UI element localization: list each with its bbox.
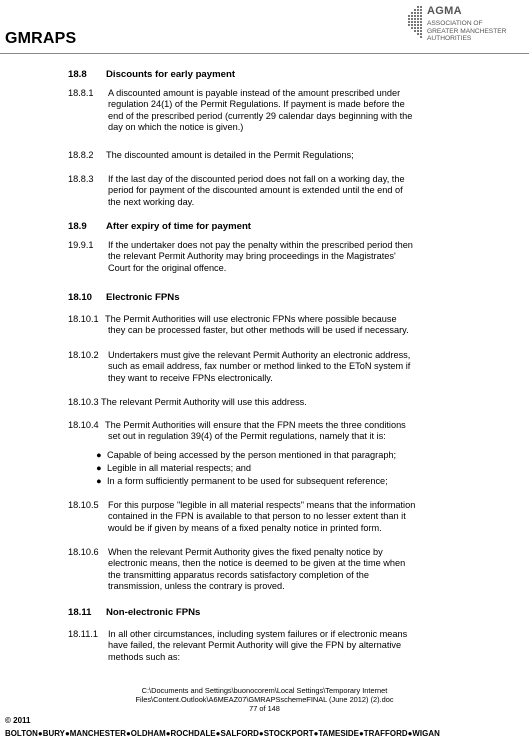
paragraph: [68, 629, 488, 664]
paragraph-line: The Permit Authorities will use electronic FPNs where possible because: [105, 314, 397, 324]
section-heading: [68, 69, 235, 80]
paragraph-line: methods such as:: [108, 651, 181, 662]
section-title: After expiry of time for payment: [106, 221, 252, 232]
agma-logo: [405, 4, 525, 52]
section-heading: [68, 221, 251, 232]
logo-subtitle-line: ASSOCIATION OF: [427, 20, 483, 27]
bullet-icon: ●: [96, 463, 102, 473]
paragraph-number: 19.9.1: [68, 240, 94, 250]
paragraph-line: If the undertaker does not pay the penalty within the prescribed period then: [108, 240, 413, 250]
paragraph-line: When the relevant Permit Authority gives the fixed penalty notice by: [108, 547, 383, 557]
paragraph: [68, 500, 488, 535]
paragraph-number: 18.8.3: [68, 174, 94, 184]
paragraph-line: they want to receive FPNs electronically.: [108, 372, 273, 383]
page-number: 77 of 148: [249, 704, 280, 713]
paragraph-number: 18.8.2: [68, 150, 94, 160]
paragraph-number: 18.11.1: [68, 629, 98, 639]
paragraph-line: such as email address, fax number or method linked to the EToN system if: [108, 361, 411, 372]
paragraph: [68, 240, 468, 275]
section-heading: [68, 292, 180, 303]
list-item-text: Capable of being accessed by the person mentioned in that paragraph;: [107, 450, 397, 460]
paragraph: [68, 174, 468, 209]
paragraph-number: 18.10.2: [68, 350, 99, 360]
paragraph-line: the relevant Permit Authority may bring proceedings in the Magistrates': [108, 251, 396, 262]
paragraph-line: transmission, unless the contrary is proved.: [108, 581, 285, 592]
paragraph-line: For this purpose "legible in all material respects" means that the information: [108, 500, 416, 510]
logo-name: AGMA: [427, 5, 462, 17]
paragraph: [68, 547, 488, 593]
paragraph: [68, 88, 468, 134]
bullet-icon: ●: [96, 476, 102, 486]
paragraph-line: In all other circumstances, including system failures or if electronic means: [108, 629, 408, 639]
paragraph-line: If the last day of the discounted period does not fall on a working day, the: [108, 174, 405, 184]
section-title: Electronic FPNs: [106, 292, 180, 303]
section-number: 18.8: [68, 69, 87, 80]
section-number: 18.11: [68, 607, 92, 618]
paragraph: [68, 314, 488, 338]
paragraph: [68, 397, 488, 409]
paragraph: [68, 350, 488, 385]
file-path: C:\Documents and Settings\buonocorem\Local Settings\Temporary Internet: [141, 686, 388, 695]
paragraph-line: 18.10.3 The relevant Permit Authority will use this address.: [68, 397, 307, 407]
logo-subtitle-line: GREATER MANCHESTER: [427, 27, 507, 35]
section-number: 18.10: [68, 292, 93, 303]
header-divider: [0, 53, 529, 54]
paragraph-line: have failed, the relevant Permit Authority will give the FPN by alternative: [108, 640, 402, 651]
paragraph-line: Court for the original offence.: [108, 262, 227, 273]
paragraph-line: end of the prescribed period (currently 29 calendar days beginning with the: [108, 110, 413, 121]
paragraph-line: period for payment of the discounted amount is extended until the end of: [108, 185, 403, 196]
paragraph-line: would be if given by means of a fixed penalty notice in printed form.: [108, 522, 382, 533]
list-item-text: Legible in all material respects; and: [107, 463, 252, 473]
paragraph-line: the next working day.: [108, 196, 195, 207]
paragraph-line: the transmitting apparatus records satisfactory completion of the: [108, 569, 369, 580]
copyright: © 2011: [5, 716, 31, 725]
paragraph: [68, 420, 488, 444]
section-heading: [68, 607, 200, 618]
paragraph-line: Undertakers must give the relevant Permit Authority an electronic address,: [108, 350, 411, 360]
paragraph-line: day on which the notice is given.): [108, 122, 244, 133]
paragraph-line: regulation 24(1) of the Permit Regulations. If payment is made before the: [108, 99, 405, 110]
paragraph: [68, 150, 468, 162]
section-title: Non-electronic FPNs: [106, 607, 201, 618]
paragraph-line: The Permit Authorities will ensure that the FPN meets the three conditions: [105, 420, 406, 430]
paragraph-number: 18.10.5: [68, 500, 99, 510]
paragraph-number: 18.10.4: [68, 420, 99, 430]
member-towns: BOLTON●BURY●MANCHESTER●OLDHAM●ROCHDALE●SALFORD●STOCKPORT●TAMESIDE●TRAFFORD●WIGAN: [5, 729, 440, 738]
paragraph-line: contained in the FPN is available to that person to no lesser extent than it: [108, 511, 406, 522]
paragraph-line: set out in regulation 39(4) of the Permit regulations, namely that it is:: [108, 431, 386, 442]
paragraph-number: 18.8.1: [68, 88, 94, 98]
list-item-text: In a form sufficiently permanent to be used for subsequent reference;: [107, 476, 388, 486]
paragraph-line: A discounted amount is payable instead of the amount prescribed under: [108, 88, 401, 98]
paragraph-line: The discounted amount is detailed in the Permit Regulations;: [106, 150, 354, 160]
section-number: 18.9: [68, 221, 87, 232]
section-title: Discounts for early payment: [106, 69, 236, 80]
agma-logo-mark-icon: [405, 4, 425, 48]
file-path: Files\Content.Outlook\A6MEAZ07\GMRAPSschemeFINAL (June 2012) (2).doc: [135, 695, 394, 704]
paragraph-number: 18.10.6: [68, 547, 99, 557]
bullet-icon: ●: [96, 450, 102, 460]
paragraph-number: 18.10.1: [68, 314, 99, 324]
document-title: GMRAPS: [5, 30, 77, 47]
paragraph-line: they can be processed faster, but other methods will be used if necessary.: [108, 325, 409, 336]
logo-subtitle-line: AUTHORITIES: [427, 35, 472, 43]
paragraph-line: electronic means, then the notice is deemed to be given at the time when: [108, 558, 406, 569]
